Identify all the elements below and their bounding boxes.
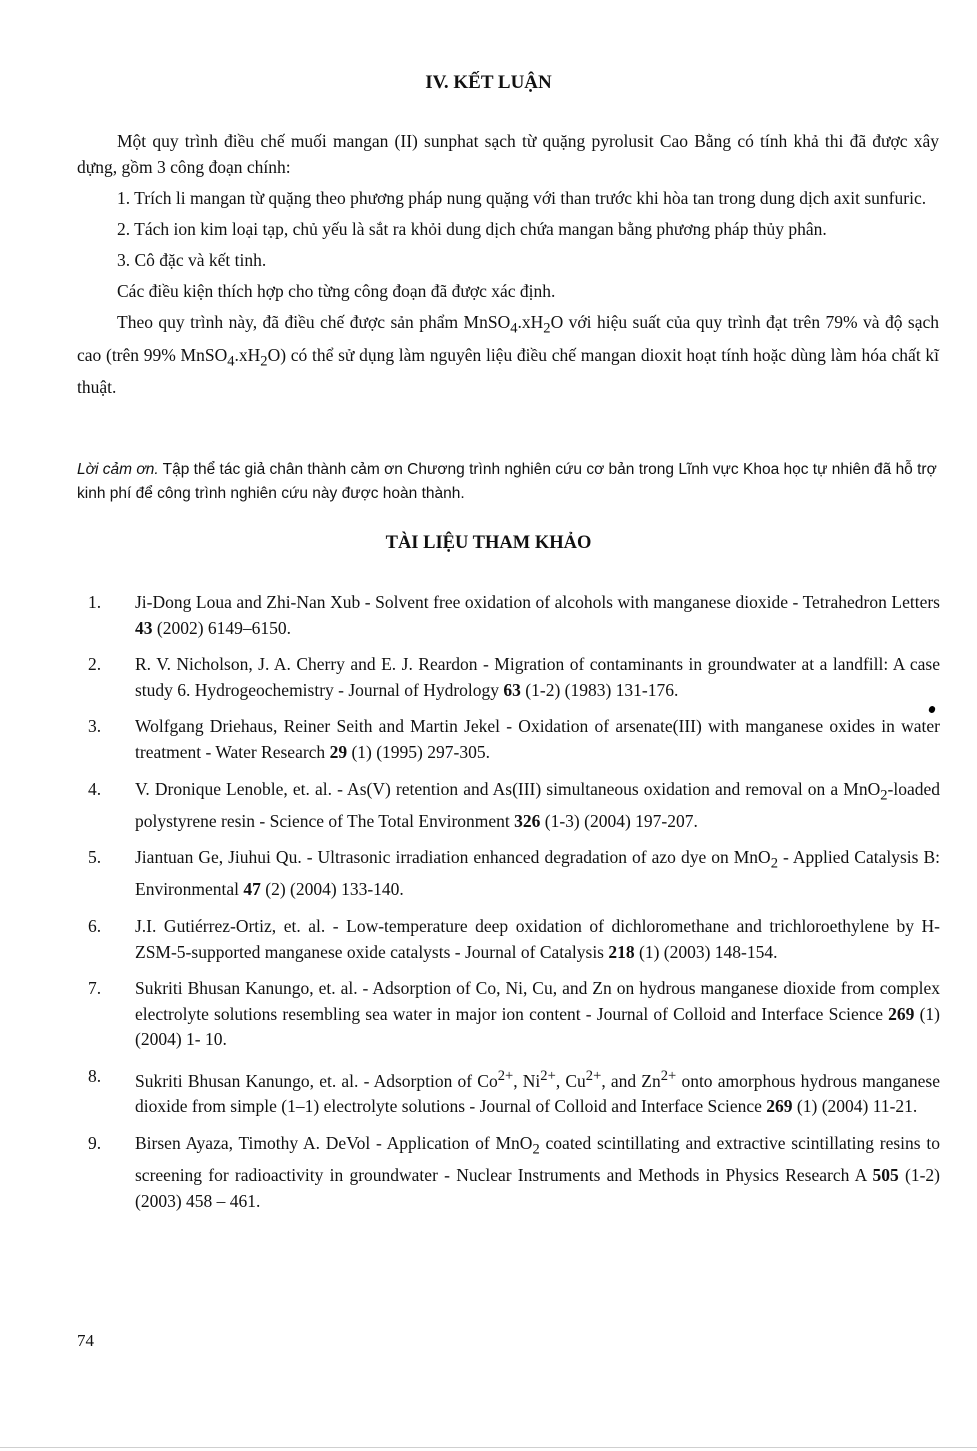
reference-item: 7. Sukriti Bhusan Kanungo, et. al. - Adsorption of Co, Ni, Cu, and Zn on hydrous manganese dioxide from complex electrolyte solutions resembling sea water in major ion content - Journal of Colloid and Interface Science 269 (1) (2004) 1- 10. (88, 978, 940, 1050)
conclusion-result: Theo quy trình này, đã điều chế được sản phẩm $MnSO_4.xH_2O$ với hiệu suất của quy trình đạt trên 79% và độ sạch cao (trên 99% $MnSO_4.xH_2O$) có thể sử dụng làm nguyên liệu điều chế mangan dioxit hoạt tính hoặc dùng làm hóa chất kĩ thuật. (77, 312, 940, 397)
conclusion-step-2: 2. Tách ion kim loại tạp, chủ yếu là sắt ra khỏi dung dịch chứa mangan bằng phương pháp thủy phân. (117, 219, 827, 239)
conclusion-conditions: Các điều kiện thích hợp cho từng công đoạn đã được xác định. (117, 281, 556, 301)
conclusion-intro: Một quy trình điều chế muối mangan (II) sunphat sạch từ quặng pyrolusit Cao Bằng có tính khả thi đã được xây dựng, gồm 3 công đoạn chính: (77, 131, 939, 177)
acknowledgement-lead: Lời cảm ơn. (77, 461, 159, 478)
conclusion-step-3: 3. Cô đặc và kết tinh. (117, 250, 267, 270)
conclusion-body (77, 128, 939, 405)
page-number: 74 (77, 1331, 94, 1350)
reference-item: 1. Ji-Dong Loua and Zhi-Nan Xub - Solvent free oxidation of alcohols with manganese dioxide - Tetrahedron Letters 43 (2002) 6149–6150. (88, 592, 940, 638)
acknowledgement-text: Tập thể tác giả chân thành cảm ơn Chương trình nghiên cứu cơ bản trong Lĩnh vực Khoa học tự nhiên đã hỗ trợ kinh phí để công trình nghiên cứu này được hoàn thành. (77, 461, 937, 502)
reference-item: 8. Sukriti Bhusan Kanungo, et. al. - Adsorption of $Co^{2+}$, $Ni^{2+}$, $Cu^{2+}$, and $Zn^{2+}$ onto amorphous hydrous manganese dioxide from simple (1–1) electrolyte solutions - Journal of Colloid and Interface Science 269 (1) (2004) 11-21. (88, 1065, 940, 1117)
acknowledgement (77, 458, 939, 506)
page-edge-divider (0, 1447, 977, 1448)
conclusion-step-1: 1. Trích li mangan từ quặng theo phương pháp nung quặng với than trước khi hòa tan trong dung dịch axit sunfuric. (117, 188, 927, 208)
section-title: IV. KẾT LUẬN (425, 72, 552, 93)
reference-item: 3. Wolfgang Driehaus, Reiner Seith and Martin Jekel - Oxidation of arsenate(III) with manganese oxides in water treatment - Water Research 29 (1) (1995) 297-305. (88, 716, 940, 762)
reference-item: 5. Jiantuan Ge, Jiuhui Qu. - Ultrasonic irradiation enhanced degradation of azo dye on MnO$_2$ - Applied Catalysis B: Environmental 47 (2) (2004) 133-140. (88, 847, 940, 900)
references-title: TÀI LIỆU THAM KHẢO (385, 533, 592, 553)
reference-item: 4. V. Dronique Lenoble, et. al. - As(V) retention and As(III) simultaneous oxidation and removal on a MnO$_2$-loaded polystyrene resin - Science of The Total Environment 326 (1-3) (2004) 197-207. (88, 778, 940, 831)
reference-item: 9. Birsen Ayaza, Timothy A. DeVol - Application of MnO$_2$ coated scintillating and extractive scintillating resins to screening for radioactivity in groundwater - Nuclear Instruments and Methods in Physics Research A 505 (1-2) (2003) 458 – 461. (88, 1132, 940, 1211)
reference-item: 2. R. V. Nicholson, J. A. Cherry and E. J. Reardon - Migration of contaminants in groundwater at a landfill: A case study 6. Hydrogeochemistry - Journal of Hydrology 63 (1-2) (1983) 131-176. (88, 654, 940, 700)
references-list (88, 590, 940, 1225)
reference-item: 6. J.I. Gutiérrez-Ortiz, et. al. - Low-temperature deep oxidation of dichloromethane and trichloroethylene by H-ZSM-5-supported manganese oxide catalysts - Journal of Catalysis 218 (1) (2003) 148-154. (88, 915, 940, 962)
